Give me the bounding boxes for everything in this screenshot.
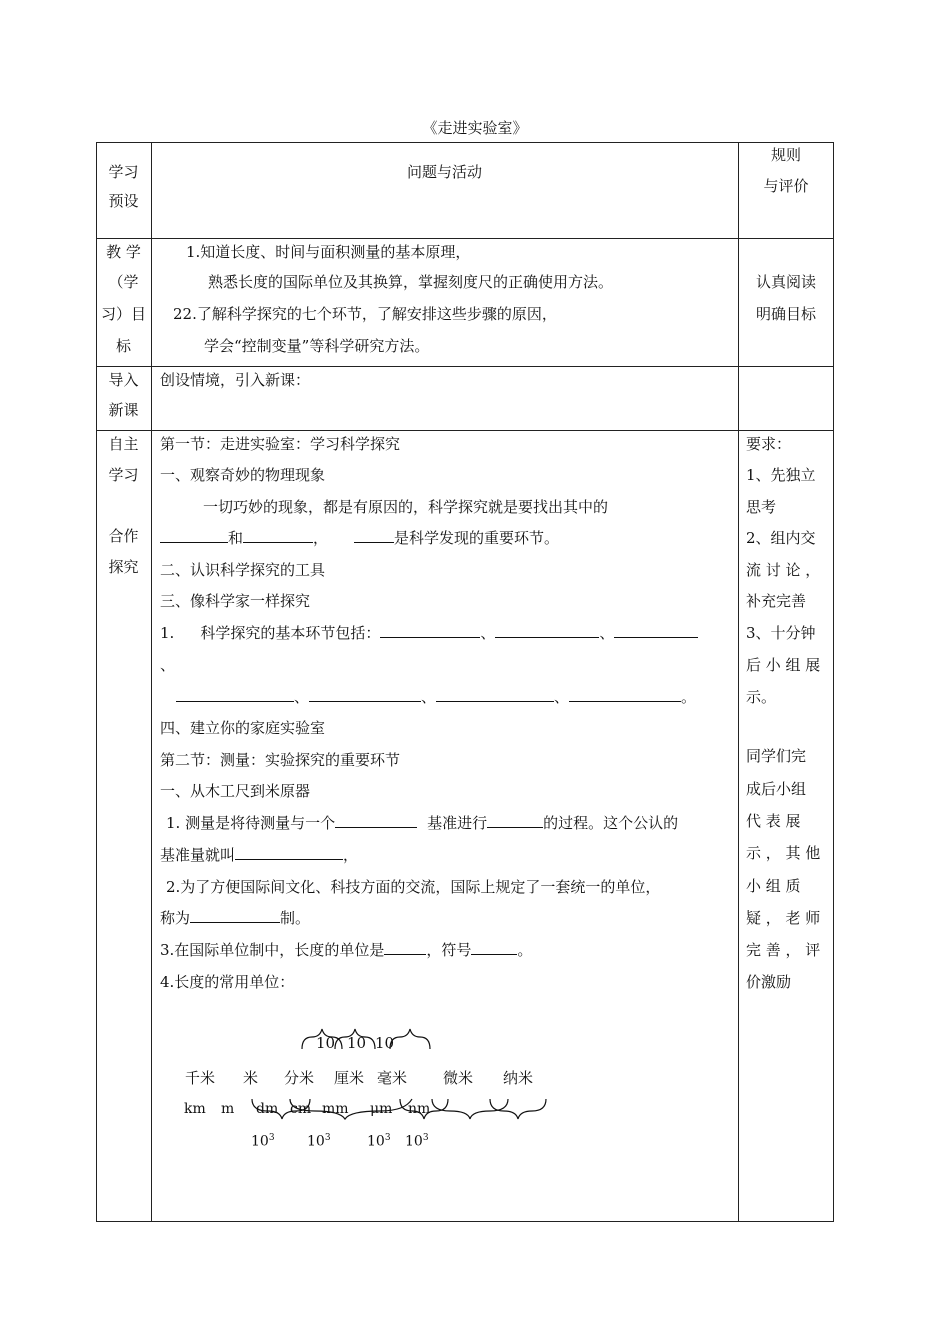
unit-cn: 米 (243, 1069, 259, 1087)
objective-2-detail: 学会“控制变量”等科学研究方法。 (204, 337, 430, 355)
factor-bottom (251, 1128, 275, 1152)
objective-1: 1.知道长度、时间与面积测量的基本原理， (186, 243, 471, 261)
unit-cn: 千米 (185, 1069, 216, 1087)
row-divider (96, 238, 834, 239)
objectives-label-line3: 习）目 (100, 305, 146, 323)
factor-base: 10 (367, 1133, 385, 1150)
blank (380, 623, 480, 638)
objective-2: 22.了解科学探究的七个环节，了解安排这些步骤的原因， (173, 305, 557, 323)
factor-base: 10 (307, 1133, 325, 1150)
rule-line: 疑 ， 老 师 (746, 909, 821, 927)
factor-bottom (367, 1128, 391, 1152)
brace-bottom (490, 1099, 546, 1119)
unit-cn: 微米 (443, 1069, 474, 1087)
question-2-line-2 (160, 908, 310, 928)
fill-in-line-1 (160, 528, 559, 548)
question-1-d: 基准量就叫 (160, 846, 236, 864)
blank (235, 845, 343, 860)
question-1-a: 1. 测量是将待测量与一个 (166, 814, 336, 832)
rule-line: 思考 (746, 498, 777, 516)
unit-cn: 厘米 (334, 1069, 365, 1087)
blank (436, 687, 554, 702)
rule-line: 2、组内交 (746, 529, 816, 547)
factor-base: 10 (405, 1133, 423, 1150)
question-3 (160, 940, 532, 960)
unit-cn: 分米 (284, 1069, 315, 1087)
row-divider (96, 430, 834, 431)
fill-in-line-1-tail: 是科学发现的重要环节。 (394, 529, 560, 547)
factor-exponent: 3 (422, 1133, 429, 1143)
question-1-c: 的过程。这个公认的 (543, 814, 679, 832)
section-1-part-3: 三、像科学家一样探究 (160, 592, 311, 610)
question-2-line-1: 2.为了方便国际间文化、科技方面的交流，国际上规定了一套统一的单位， (166, 878, 661, 896)
rule-line: 流 讨 论 ， (746, 561, 821, 579)
inquiry-steps-text: 科学探究的基本环节包括： (200, 624, 381, 642)
blank (354, 528, 394, 543)
rule-line: 后 小 组 展 (746, 656, 821, 674)
separator: 、 (554, 688, 570, 706)
rule-line: 示 ， 其 他 (746, 844, 821, 862)
rule-line: 3、十分钟 (746, 624, 816, 642)
separator: 、 (421, 688, 437, 706)
section-1-part-1: 一、观察奇妙的物理现象 (160, 466, 326, 484)
question-3-c: 。 (517, 941, 533, 959)
section-2-part-1: 一、从木工尺到米原器 (160, 782, 311, 800)
blank (335, 813, 417, 828)
question-2-b: 称为 (160, 909, 191, 927)
unit-en: km (184, 1101, 206, 1117)
rule-line: 代 表 展 (746, 812, 801, 830)
question-3-a: 3.在国际单位制中，长度的单位是 (160, 941, 385, 959)
blank (569, 687, 681, 702)
blank (384, 940, 426, 955)
blank (190, 908, 280, 923)
section-1-title: 第一节：走进实验室：学习科学探究 (160, 435, 401, 453)
header-col3-line1: 规则 (770, 146, 801, 164)
header-col3-line2: 与评价 (763, 177, 809, 195)
objectives-label-line1: 教 学 (106, 243, 141, 261)
factor-top: 10 (316, 1034, 336, 1052)
intro-content: 创设情境，引入新课： (160, 371, 311, 389)
unit-en: m (221, 1101, 235, 1117)
section-1-part-2: 二、认识科学探究的工具 (160, 561, 326, 579)
blank (243, 528, 313, 543)
main-label-line2: 学习 (108, 466, 139, 484)
rules-heading: 要求： (746, 435, 792, 453)
unit-en: nm (408, 1101, 431, 1117)
inquiry-steps-num: 1. (160, 624, 175, 642)
factor-bottom (307, 1128, 331, 1152)
unit-en: dm (256, 1101, 279, 1117)
intro-label-line2: 新课 (108, 401, 139, 419)
rule-line: 同学们完 (746, 747, 807, 765)
unit-cn: 纳米 (503, 1069, 534, 1087)
inquiry-steps-line-2 (176, 687, 696, 707)
objectives-label-line4: 标 (115, 337, 131, 355)
question-1-line-2 (160, 845, 358, 865)
and-text: 和 (228, 529, 244, 547)
unit-cn: 毫米 (377, 1069, 408, 1087)
row-divider (96, 366, 834, 367)
main-label-line4: 探究 (108, 558, 139, 576)
main-label-line1: 自主 (108, 435, 139, 453)
unit-en: μm (370, 1101, 393, 1117)
separator: 、 (480, 624, 496, 642)
brace-top (390, 1029, 430, 1049)
question-1-b: 基准进行 (427, 814, 488, 832)
rule-line: 价激励 (746, 973, 792, 991)
question-3-b: ，符号 (426, 941, 472, 959)
separator: 、 (599, 624, 615, 642)
blank (309, 687, 421, 702)
factor-top: 10 (375, 1034, 395, 1052)
section-1-part-4: 四、建立你的家庭实验室 (160, 719, 326, 737)
factor-exponent: 3 (268, 1133, 275, 1143)
objective-1-detail: 熟悉长度的国际单位及其换算，掌握刻度尺的正确使用方法。 (208, 273, 614, 291)
blank (487, 813, 543, 828)
intro-label-line1: 导入 (108, 371, 139, 389)
blank (471, 940, 517, 955)
inquiry-steps-line (160, 623, 698, 643)
document-title: 《走进实验室》 (422, 119, 528, 137)
factor-bottom (405, 1128, 429, 1152)
unit-en: cm (290, 1101, 312, 1117)
unit-en: mm (322, 1101, 349, 1117)
comma-text: ， (313, 529, 329, 547)
factor-top: 10 (347, 1034, 367, 1052)
section-1-part-1-text: 一切巧妙的现象，都是有原因的，科学探究就是要找出其中的 (203, 498, 609, 516)
blank (176, 687, 294, 702)
rule-line: 补充完善 (746, 592, 807, 610)
section-2-title: 第二节：测量：实验探究的重要环节 (160, 751, 401, 769)
period: 。 (681, 688, 697, 706)
rule-line: 成后小组 (746, 780, 807, 798)
separator: 、 (294, 688, 310, 706)
question-2-c: 制。 (280, 909, 311, 927)
rule-line: 完 善 ， 评 (746, 941, 821, 959)
question-1-line-1 (166, 813, 678, 833)
objectives-rule-line1: 认真阅读 (755, 273, 816, 291)
rule-line: 小 组 质 (746, 877, 801, 895)
separator: 、 (160, 656, 176, 674)
rule-line: 示。 (746, 688, 777, 706)
main-label-line3: 合作 (108, 527, 139, 545)
header-col2: 问题与活动 (406, 163, 482, 181)
objectives-rule-line2: 明确目标 (755, 305, 816, 323)
factor-exponent: 3 (324, 1133, 331, 1143)
rule-line: 1、先独立 (746, 466, 816, 484)
header-col1-line2: 预设 (108, 192, 139, 210)
header-col1-line1: 学习 (108, 163, 139, 181)
objectives-label-line2: （学 (108, 273, 139, 291)
blank (614, 623, 698, 638)
question-4: 4.长度的常用单位： (160, 973, 295, 991)
factor-base: 10 (251, 1133, 269, 1150)
question-1-e: ， (343, 846, 359, 864)
blank (495, 623, 599, 638)
blank (160, 528, 228, 543)
factor-exponent: 3 (384, 1133, 391, 1143)
